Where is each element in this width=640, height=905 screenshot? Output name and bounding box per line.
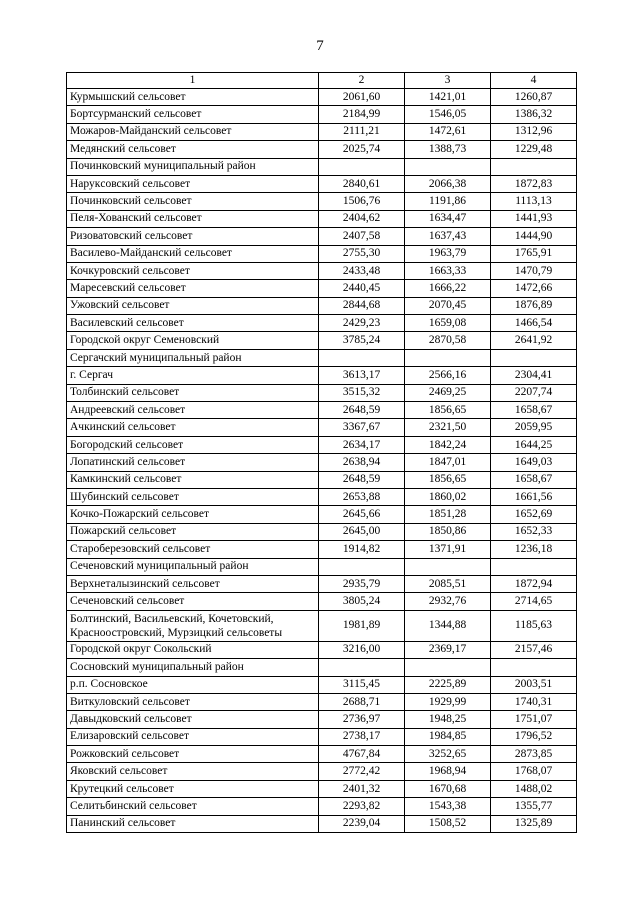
row-value-cell-2: 2844,68 — [319, 297, 405, 314]
row-value-cell-3: 2870,58 — [405, 332, 491, 349]
row-value-cell-4 — [491, 558, 577, 575]
row-name-cell: Елизаровский сельсовет — [67, 728, 319, 745]
row-value-cell-4: 1488,02 — [491, 780, 577, 797]
row-value-cell-3: 1659,08 — [405, 315, 491, 332]
row-name-cell: Верхнеталызинский сельсовет — [67, 575, 319, 592]
row-value-cell-3: 2225,89 — [405, 676, 491, 693]
row-name-cell: Лопатинский сельсовет — [67, 454, 319, 471]
table-row — [67, 454, 577, 471]
row-value-cell-4: 1661,56 — [491, 488, 577, 505]
row-value-cell-3: 1191,86 — [405, 193, 491, 210]
row-value-cell-3: 1546,05 — [405, 106, 491, 123]
row-value-cell-4: 1652,69 — [491, 506, 577, 523]
row-name-cell: Нарукcовский сельсовет — [67, 175, 319, 192]
row-name-cell: Курмышский сельсовет — [67, 89, 319, 106]
row-name-cell: Селитьбинский сельсовет — [67, 798, 319, 815]
row-value-cell-3: 2369,17 — [405, 641, 491, 658]
row-name-cell: Василево-Майданский сельсовет — [67, 245, 319, 262]
row-name-cell: Медянский сельсовет — [67, 141, 319, 158]
table-body — [67, 73, 577, 833]
table-row — [67, 280, 577, 297]
row-value-cell-2: 2638,94 — [319, 454, 405, 471]
table-row — [67, 193, 577, 210]
row-name-cell: Яковский сельсовет — [67, 763, 319, 780]
row-value-cell-4: 1113,13 — [491, 193, 577, 210]
row-value-cell-3 — [405, 158, 491, 175]
row-name-cell: Панинский сельсовет — [67, 815, 319, 832]
row-name-cell: Сеченовский сельсовет — [67, 593, 319, 610]
table-row — [67, 541, 577, 558]
row-value-cell-4: 1872,83 — [491, 175, 577, 192]
row-value-cell-2: 2645,00 — [319, 523, 405, 540]
row-value-cell-2: 2433,48 — [319, 262, 405, 279]
row-value-cell-2: 1914,82 — [319, 541, 405, 558]
row-value-cell-3: 1929,99 — [405, 693, 491, 710]
row-value-cell-3: 1371,91 — [405, 541, 491, 558]
row-value-cell-4: 1658,67 — [491, 402, 577, 419]
row-value-cell-4 — [491, 158, 577, 175]
row-name-cell: Ужовский сельсовет — [67, 297, 319, 314]
row-value-cell-3: 1663,33 — [405, 262, 491, 279]
row-value-cell-3 — [405, 659, 491, 676]
table-row — [67, 367, 577, 384]
table-row — [67, 245, 577, 262]
row-value-cell-4: 2207,74 — [491, 384, 577, 401]
page-number: 7 — [316, 38, 324, 54]
row-value-cell-2: 3805,24 — [319, 593, 405, 610]
row-value-cell-2: 2935,79 — [319, 575, 405, 592]
row-value-cell-2: 2648,59 — [319, 402, 405, 419]
row-name-cell: Кочко-Пожарский сельсовет — [67, 506, 319, 523]
row-value-cell-2: 2738,17 — [319, 728, 405, 745]
row-value-cell-3 — [405, 558, 491, 575]
row-value-cell-3: 1421,01 — [405, 89, 491, 106]
row-name-cell: р.п. Сосновское — [67, 676, 319, 693]
row-value-cell-2: 3115,45 — [319, 676, 405, 693]
row-value-cell-3: 1847,01 — [405, 454, 491, 471]
data-table — [66, 72, 577, 833]
table-row — [67, 711, 577, 728]
row-value-cell-3: 1856,65 — [405, 471, 491, 488]
row-value-cell-3: 1388,73 — [405, 141, 491, 158]
row-value-cell-4: 1312,96 — [491, 123, 577, 140]
table-row — [67, 523, 577, 540]
row-value-cell-2: 4767,84 — [319, 746, 405, 763]
row-value-cell-4: 1355,77 — [491, 798, 577, 815]
row-value-cell-3: 1984,85 — [405, 728, 491, 745]
column-header: 4 — [491, 73, 577, 89]
table-row — [67, 123, 577, 140]
row-name-cell: Рожковский сельсовет — [67, 746, 319, 763]
row-value-cell-2: 2688,71 — [319, 693, 405, 710]
row-value-cell-4: 2059,95 — [491, 419, 577, 436]
table-row — [67, 332, 577, 349]
table-row — [67, 610, 577, 641]
row-value-cell-4: 1649,03 — [491, 454, 577, 471]
row-value-cell-2: 2648,59 — [319, 471, 405, 488]
row-value-cell-2: 2184,99 — [319, 106, 405, 123]
row-value-cell-2: 2111,21 — [319, 123, 405, 140]
table-row — [67, 471, 577, 488]
row-name-cell: Камкинский сельсовет — [67, 471, 319, 488]
row-value-cell-3: 1948,25 — [405, 711, 491, 728]
table-row — [67, 384, 577, 401]
row-name-cell: Ризоватовский сельсовет — [67, 228, 319, 245]
row-name-cell: Сергачский муниципальный район — [67, 349, 319, 366]
row-name-cell: Толбинский сельсовет — [67, 384, 319, 401]
row-value-cell-4 — [491, 659, 577, 676]
row-value-cell-4: 1325,89 — [491, 815, 577, 832]
row-value-cell-2 — [319, 349, 405, 366]
row-value-cell-2: 2840,61 — [319, 175, 405, 192]
table-row — [67, 506, 577, 523]
row-value-cell-2: 2293,82 — [319, 798, 405, 815]
row-value-cell-2: 2772,42 — [319, 763, 405, 780]
row-name-cell: Можаров-Майданский сельсовет — [67, 123, 319, 140]
row-value-cell-3: 1666,22 — [405, 280, 491, 297]
row-value-cell-4: 1751,07 — [491, 711, 577, 728]
table-row — [67, 419, 577, 436]
row-value-cell-4: 1644,25 — [491, 436, 577, 453]
table-header-row — [67, 73, 577, 89]
table-row — [67, 575, 577, 592]
row-value-cell-4: 1876,89 — [491, 297, 577, 314]
table-row — [67, 728, 577, 745]
row-name-cell: Болтинский, Васильевский, Кочетовский, Красноостровский, Мурзицкий сельсоветы — [67, 610, 319, 641]
row-name-cell: Староберезовский сельсовет — [67, 541, 319, 558]
row-value-cell-2: 1981,89 — [319, 610, 405, 641]
row-value-cell-2 — [319, 659, 405, 676]
row-value-cell-4 — [491, 349, 577, 366]
row-name-cell: Городской округ Сокольский — [67, 641, 319, 658]
row-name-cell: Андреевский сельсовет — [67, 402, 319, 419]
row-name-cell: Городской округ Семеновский — [67, 332, 319, 349]
table-row — [67, 641, 577, 658]
table-row — [67, 349, 577, 366]
table-row — [67, 676, 577, 693]
row-value-cell-3: 1860,02 — [405, 488, 491, 505]
row-value-cell-4: 1470,79 — [491, 262, 577, 279]
table-row — [67, 297, 577, 314]
row-value-cell-4: 2641,92 — [491, 332, 577, 349]
row-value-cell-3: 1344,88 — [405, 610, 491, 641]
table-row — [67, 798, 577, 815]
row-name-cell: Крутецкий сельсовет — [67, 780, 319, 797]
row-value-cell-2: 2025,74 — [319, 141, 405, 158]
row-value-cell-4: 1658,67 — [491, 471, 577, 488]
row-value-cell-4: 1444,90 — [491, 228, 577, 245]
table-row — [67, 815, 577, 832]
row-value-cell-4: 1765,91 — [491, 245, 577, 262]
row-name-cell: Бортсурманский сельсовет — [67, 106, 319, 123]
row-name-cell: Давыдковский сельсовет — [67, 711, 319, 728]
row-value-cell-3: 1968,94 — [405, 763, 491, 780]
row-value-cell-4: 1185,63 — [491, 610, 577, 641]
row-name-cell: Починковский муниципальный район — [67, 158, 319, 175]
table-row — [67, 693, 577, 710]
row-value-cell-2: 2736,97 — [319, 711, 405, 728]
row-value-cell-4: 1652,33 — [491, 523, 577, 540]
row-value-cell-3: 2469,25 — [405, 384, 491, 401]
row-value-cell-3: 1850,86 — [405, 523, 491, 540]
row-value-cell-3: 1856,65 — [405, 402, 491, 419]
row-value-cell-4: 1386,32 — [491, 106, 577, 123]
table-row — [67, 488, 577, 505]
table-row — [67, 315, 577, 332]
row-value-cell-3: 1472,61 — [405, 123, 491, 140]
row-value-cell-4: 1229,48 — [491, 141, 577, 158]
row-value-cell-4: 1236,18 — [491, 541, 577, 558]
row-value-cell-3: 1842,24 — [405, 436, 491, 453]
table-row — [67, 141, 577, 158]
table-row — [67, 175, 577, 192]
row-value-cell-2: 2401,32 — [319, 780, 405, 797]
table-row — [67, 262, 577, 279]
row-value-cell-2: 2634,17 — [319, 436, 405, 453]
row-value-cell-2: 2061,60 — [319, 89, 405, 106]
row-value-cell-4: 1260,87 — [491, 89, 577, 106]
table-row — [67, 228, 577, 245]
row-value-cell-3: 2085,51 — [405, 575, 491, 592]
row-value-cell-2: 3216,00 — [319, 641, 405, 658]
row-value-cell-3: 2566,16 — [405, 367, 491, 384]
row-value-cell-4: 1872,94 — [491, 575, 577, 592]
row-value-cell-4: 2304,41 — [491, 367, 577, 384]
table-row — [67, 659, 577, 676]
table-row — [67, 210, 577, 227]
column-header: 1 — [67, 73, 319, 89]
row-value-cell-4: 2873,85 — [491, 746, 577, 763]
row-value-cell-4: 1740,31 — [491, 693, 577, 710]
table-row — [67, 763, 577, 780]
row-value-cell-3: 2321,50 — [405, 419, 491, 436]
table-row — [67, 780, 577, 797]
row-value-cell-2: 2653,88 — [319, 488, 405, 505]
row-value-cell-4: 2157,46 — [491, 641, 577, 658]
row-value-cell-2: 2440,45 — [319, 280, 405, 297]
table-row — [67, 558, 577, 575]
row-value-cell-4: 1466,54 — [491, 315, 577, 332]
row-value-cell-2: 1506,76 — [319, 193, 405, 210]
row-value-cell-4: 1768,07 — [491, 763, 577, 780]
row-name-cell: Кочкуровский сельсовет — [67, 262, 319, 279]
row-value-cell-4: 2714,65 — [491, 593, 577, 610]
row-value-cell-2 — [319, 158, 405, 175]
row-name-cell: Пеля-Хованский сельсовет — [67, 210, 319, 227]
row-value-cell-3 — [405, 349, 491, 366]
row-name-cell: Починковский сельсовет — [67, 193, 319, 210]
column-header: 2 — [319, 73, 405, 89]
row-value-cell-3: 1508,52 — [405, 815, 491, 832]
row-name-cell: Сосновский муниципальный район — [67, 659, 319, 676]
table-row — [67, 436, 577, 453]
table-row — [67, 402, 577, 419]
row-value-cell-3: 1670,68 — [405, 780, 491, 797]
row-value-cell-2: 3515,32 — [319, 384, 405, 401]
row-value-cell-3: 1637,43 — [405, 228, 491, 245]
row-value-cell-2: 2404,62 — [319, 210, 405, 227]
row-value-cell-2: 3613,17 — [319, 367, 405, 384]
row-value-cell-3: 2070,45 — [405, 297, 491, 314]
row-value-cell-3: 3252,65 — [405, 746, 491, 763]
table-row — [67, 746, 577, 763]
row-name-cell: г. Сергач — [67, 367, 319, 384]
row-name-cell: Пожарский сельсовет — [67, 523, 319, 540]
row-value-cell-3: 2066,38 — [405, 175, 491, 192]
row-value-cell-2: 2755,30 — [319, 245, 405, 262]
row-value-cell-4: 1796,52 — [491, 728, 577, 745]
table-row — [67, 158, 577, 175]
row-name-cell: Ачкинский сельсовет — [67, 419, 319, 436]
row-value-cell-2: 2239,04 — [319, 815, 405, 832]
row-name-cell: Шубинский сельсовет — [67, 488, 319, 505]
table-row — [67, 593, 577, 610]
table-row — [67, 89, 577, 106]
row-name-cell: Сеченовский муниципальный район — [67, 558, 319, 575]
row-value-cell-3: 1634,47 — [405, 210, 491, 227]
row-name-cell: Виткуловский сельсовет — [67, 693, 319, 710]
row-value-cell-2: 2429,23 — [319, 315, 405, 332]
row-name-cell: Маресевский сельсовет — [67, 280, 319, 297]
row-value-cell-2: 3785,24 — [319, 332, 405, 349]
row-value-cell-3: 1963,79 — [405, 245, 491, 262]
row-value-cell-4: 1441,93 — [491, 210, 577, 227]
column-header: 3 — [405, 73, 491, 89]
row-value-cell-2: 2645,66 — [319, 506, 405, 523]
row-value-cell-2 — [319, 558, 405, 575]
row-value-cell-3: 1851,28 — [405, 506, 491, 523]
row-value-cell-3: 2932,76 — [405, 593, 491, 610]
row-value-cell-2: 3367,67 — [319, 419, 405, 436]
row-value-cell-2: 2407,58 — [319, 228, 405, 245]
row-name-cell: Василевский сельсовет — [67, 315, 319, 332]
table-row — [67, 106, 577, 123]
row-value-cell-4: 1472,66 — [491, 280, 577, 297]
row-value-cell-4: 2003,51 — [491, 676, 577, 693]
row-value-cell-3: 1543,38 — [405, 798, 491, 815]
row-name-cell: Богородский сельсовет — [67, 436, 319, 453]
